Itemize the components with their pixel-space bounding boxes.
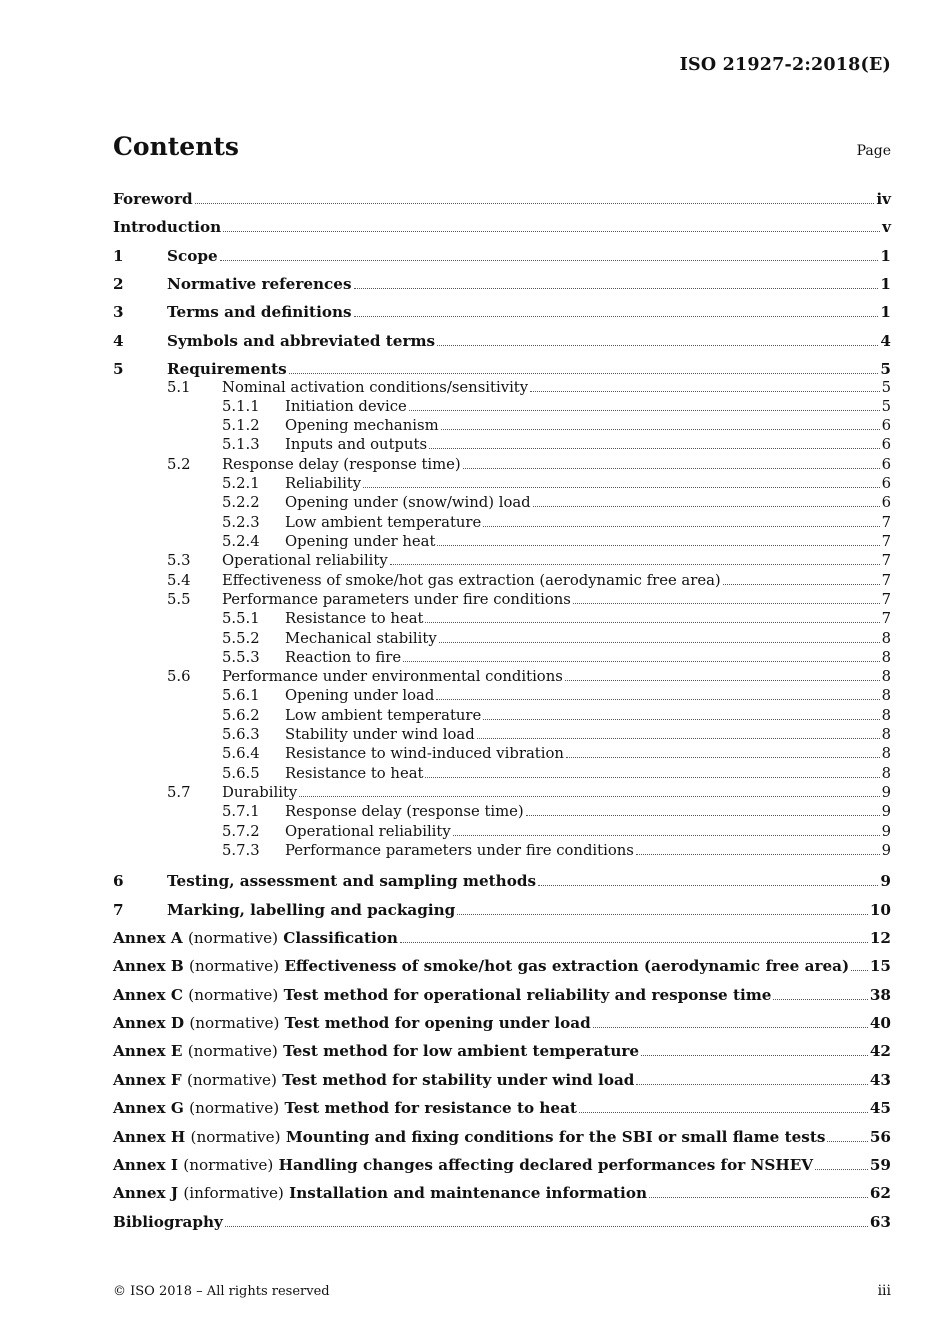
toc-entry-title: Normative references bbox=[167, 275, 352, 293]
toc-entry-title: Resistance to heat bbox=[285, 610, 424, 627]
toc-entry-number: 5.1.1 bbox=[222, 398, 260, 415]
toc-entry-page: 56 bbox=[869, 1128, 891, 1146]
toc-entry[interactable] bbox=[113, 243, 891, 265]
toc-entry[interactable] bbox=[113, 763, 891, 782]
annex-title: Handling changes affecting declared performances for NSHEV bbox=[278, 1156, 814, 1174]
toc-entry-page: 9 bbox=[880, 872, 891, 890]
toc-entry-title bbox=[113, 1042, 639, 1060]
annex-kind: (informative) bbox=[183, 1184, 284, 1202]
toc-entry-number: 5.6 bbox=[167, 668, 191, 685]
toc-entry-page: 8 bbox=[881, 668, 891, 685]
toc-entry[interactable] bbox=[113, 1152, 891, 1174]
toc-entry[interactable] bbox=[113, 1010, 891, 1032]
annex-kind: (normative) bbox=[189, 1099, 280, 1117]
toc-entry-page: 7 bbox=[881, 552, 891, 569]
dot-leader bbox=[636, 1084, 867, 1085]
toc-entry-title: Opening under heat bbox=[285, 533, 436, 550]
toc-entry-page: 1 bbox=[880, 275, 891, 293]
toc-entry-number: 5.6.4 bbox=[222, 745, 260, 762]
dot-leader bbox=[565, 680, 880, 681]
toc-entry-title: Performance parameters under fire conditions bbox=[285, 842, 634, 859]
toc-entry-page: 1 bbox=[880, 303, 891, 321]
toc-entry-number: 5.2.3 bbox=[222, 514, 260, 531]
toc-entry-title: Operational reliability bbox=[285, 823, 451, 840]
toc-entry-number: 5.7.3 bbox=[222, 842, 260, 859]
annex-label: Annex G bbox=[113, 1099, 184, 1117]
toc-entry-title bbox=[113, 1014, 591, 1032]
annex-title: Test method for resistance to heat bbox=[284, 1099, 577, 1117]
annex-title: Test method for opening under load bbox=[284, 1014, 591, 1032]
toc-entry-title: Response delay (response time) bbox=[222, 456, 461, 473]
toc-entry-number: 5.5.1 bbox=[222, 610, 260, 627]
toc-entry[interactable] bbox=[113, 705, 891, 724]
toc-entry[interactable] bbox=[113, 1124, 891, 1146]
annex-label: Annex F bbox=[113, 1071, 182, 1089]
toc-entry-page: 8 bbox=[881, 707, 891, 724]
toc-entry-number: 5.7.1 bbox=[222, 803, 260, 820]
toc-entry-number: 6 bbox=[113, 872, 124, 890]
toc-entry-number: 5.5 bbox=[167, 591, 191, 608]
toc-entry[interactable] bbox=[113, 589, 891, 608]
dot-leader bbox=[641, 1055, 868, 1056]
annex-kind: (normative) bbox=[189, 957, 280, 975]
toc-entry-title bbox=[113, 957, 849, 975]
toc-entry-page: 5 bbox=[880, 360, 891, 378]
toc-entry-page: 15 bbox=[869, 957, 891, 975]
dot-leader bbox=[223, 231, 880, 232]
toc-entry-title: Symbols and abbreviated terms bbox=[167, 332, 436, 350]
toc-entry-title: Low ambient temperature bbox=[285, 707, 482, 724]
annex-label: Annex I bbox=[113, 1156, 178, 1174]
toc-entry-number: 5.2 bbox=[167, 456, 191, 473]
dot-leader bbox=[533, 506, 880, 507]
toc-entry-title: Initiation device bbox=[285, 398, 407, 415]
toc-entry[interactable] bbox=[113, 377, 891, 396]
annex-label: Annex C bbox=[113, 986, 183, 1004]
toc-entry-page: 9 bbox=[881, 803, 891, 820]
dot-leader bbox=[573, 603, 880, 604]
toc-entry-title bbox=[113, 1184, 647, 1202]
toc-entry-number: 1 bbox=[113, 247, 124, 265]
toc-entry-page: 8 bbox=[881, 630, 891, 647]
dot-leader bbox=[289, 373, 879, 374]
dot-leader bbox=[400, 942, 868, 943]
toc-entry[interactable] bbox=[113, 953, 891, 975]
annex-kind: (normative) bbox=[189, 1014, 280, 1032]
toc-entry[interactable] bbox=[113, 868, 891, 890]
toc-entry-number: 5.6.2 bbox=[222, 707, 260, 724]
toc-entry[interactable] bbox=[113, 415, 891, 434]
toc-entry-number: 3 bbox=[113, 303, 124, 321]
toc-entry-page: 9 bbox=[881, 842, 891, 859]
toc-entry-page: 8 bbox=[881, 649, 891, 666]
annex-label: Annex D bbox=[113, 1014, 185, 1032]
annex-title: Classification bbox=[283, 929, 398, 947]
toc-entry-title bbox=[113, 1156, 813, 1174]
dot-leader bbox=[425, 622, 879, 623]
toc-entry-title: Inputs and outputs bbox=[285, 436, 428, 453]
toc-entry-number: 7 bbox=[113, 901, 124, 919]
toc-entry-title: Nominal activation conditions/sensitivity bbox=[222, 379, 529, 396]
dot-leader bbox=[457, 914, 868, 915]
toc-entry-page: v bbox=[882, 218, 891, 236]
toc-entry-page: 12 bbox=[869, 929, 891, 947]
dot-leader bbox=[390, 564, 880, 565]
dot-leader bbox=[723, 584, 880, 585]
footer-copyright: © ISO 2018 – All rights reserved bbox=[113, 1284, 330, 1299]
toc-entry[interactable] bbox=[113, 356, 891, 378]
annex-kind: (normative) bbox=[187, 929, 278, 947]
toc-entry[interactable] bbox=[113, 396, 891, 415]
page-title: Contents bbox=[113, 132, 240, 161]
footer-page-number: iii bbox=[877, 1283, 891, 1299]
toc-entry-number: 5.2.1 bbox=[222, 475, 260, 492]
dot-leader bbox=[441, 429, 880, 430]
toc-entry-page: 59 bbox=[869, 1156, 891, 1174]
toc-entry-number: 5.5.3 bbox=[222, 649, 260, 666]
annex-kind: (normative) bbox=[187, 1042, 278, 1060]
annex-label: Annex H bbox=[113, 1128, 186, 1146]
toc-entry[interactable] bbox=[113, 550, 891, 569]
toc-entry-page: 45 bbox=[869, 1099, 891, 1117]
toc-entry[interactable] bbox=[113, 1180, 891, 1202]
toc-entry-number: 2 bbox=[113, 275, 124, 293]
toc-entry[interactable] bbox=[113, 186, 891, 208]
toc-entry-title bbox=[113, 1128, 825, 1146]
toc-entry[interactable] bbox=[113, 801, 891, 820]
annex-label: Annex E bbox=[113, 1042, 183, 1060]
toc-entry-title bbox=[113, 929, 398, 947]
toc-entry[interactable] bbox=[113, 666, 891, 685]
toc-entry-number: 5.4 bbox=[167, 572, 191, 589]
toc-entry-number: 5.7.2 bbox=[222, 823, 260, 840]
toc-entry-title: Stability under wind load bbox=[285, 726, 475, 743]
toc-entry-title: Testing, assessment and sampling methods bbox=[167, 872, 537, 890]
toc-entry[interactable] bbox=[113, 434, 891, 453]
dot-leader bbox=[526, 815, 880, 816]
dot-leader bbox=[538, 885, 878, 886]
toc-entry-title: Scope bbox=[167, 247, 218, 265]
dot-leader bbox=[299, 796, 879, 797]
toc-entry-page: 5 bbox=[881, 398, 891, 415]
toc-entry-title: Bibliography bbox=[113, 1213, 223, 1231]
toc-entry-page: 62 bbox=[869, 1184, 891, 1202]
toc-entry[interactable] bbox=[113, 1067, 891, 1089]
toc-entry[interactable] bbox=[113, 925, 891, 947]
dot-leader bbox=[425, 777, 879, 778]
toc-entry-title: Resistance to wind-induced vibration bbox=[285, 745, 564, 762]
toc-entry-title bbox=[113, 986, 771, 1004]
toc-entry-page: 6 bbox=[881, 417, 891, 434]
toc-entry[interactable] bbox=[113, 897, 891, 919]
annex-title: Test method for stability under wind load bbox=[282, 1071, 635, 1089]
toc-entry-number: 5.5.2 bbox=[222, 630, 260, 647]
dot-leader bbox=[649, 1197, 868, 1198]
toc-entry[interactable] bbox=[113, 982, 891, 1004]
toc-entry[interactable] bbox=[113, 821, 891, 840]
dot-leader bbox=[453, 835, 880, 836]
dot-leader bbox=[477, 738, 880, 739]
dot-leader bbox=[851, 970, 868, 971]
toc-entry-title: Opening under load bbox=[285, 687, 435, 704]
toc-entry-title: Response delay (response time) bbox=[285, 803, 524, 820]
toc-entry-number: 5.2.2 bbox=[222, 494, 260, 511]
toc-entry-number: 5.1.3 bbox=[222, 436, 260, 453]
toc-entry-page: 6 bbox=[881, 475, 891, 492]
toc-entry-title: Low ambient temperature bbox=[285, 514, 482, 531]
dot-leader bbox=[436, 699, 879, 700]
toc-entry[interactable] bbox=[113, 628, 891, 647]
dot-leader bbox=[437, 545, 879, 546]
dot-leader bbox=[429, 448, 880, 449]
toc-entry-page: 7 bbox=[881, 514, 891, 531]
dot-leader bbox=[354, 288, 879, 289]
toc-entry[interactable] bbox=[113, 214, 891, 236]
dot-leader bbox=[463, 468, 880, 469]
toc-entry[interactable] bbox=[113, 271, 891, 293]
annex-title: Test method for low ambient temperature bbox=[283, 1042, 640, 1060]
annex-kind: (normative) bbox=[190, 1128, 281, 1146]
annex-title: Effectiveness of smoke/hot gas extraction (aerodynamic free area) bbox=[284, 957, 850, 975]
toc-entry[interactable] bbox=[113, 492, 891, 511]
toc-entry-title: Effectiveness of smoke/hot gas extraction (aerodynamic free area) bbox=[222, 572, 721, 589]
toc-entry[interactable] bbox=[113, 685, 891, 704]
toc-entry[interactable] bbox=[113, 724, 891, 743]
toc-entry-page: 40 bbox=[869, 1014, 891, 1032]
annex-kind: (normative) bbox=[188, 986, 279, 1004]
toc-entry-page: 5 bbox=[881, 379, 891, 396]
toc-entry[interactable] bbox=[113, 328, 891, 350]
toc-entry-title: Terms and definitions bbox=[167, 303, 352, 321]
toc-entry-page: 6 bbox=[881, 494, 891, 511]
toc-entry[interactable] bbox=[113, 647, 891, 666]
toc-entry-number: 4 bbox=[113, 332, 124, 350]
toc-entry-page: 10 bbox=[869, 901, 891, 919]
toc-entry-number: 5.6.3 bbox=[222, 726, 260, 743]
toc-entry-page: 7 bbox=[881, 610, 891, 627]
dot-leader bbox=[566, 757, 880, 758]
toc-entry-title: Marking, labelling and packaging bbox=[167, 901, 456, 919]
toc-entry[interactable] bbox=[113, 1038, 891, 1060]
dot-leader bbox=[354, 316, 879, 317]
toc-entry[interactable] bbox=[113, 570, 891, 589]
toc-entry-page: 9 bbox=[881, 784, 891, 801]
toc-entry[interactable] bbox=[113, 299, 891, 321]
toc-entry-page: 7 bbox=[881, 572, 891, 589]
toc-entry-page: 9 bbox=[881, 823, 891, 840]
toc-entry[interactable] bbox=[113, 1209, 891, 1231]
page-column-label: Page bbox=[856, 143, 891, 159]
dot-leader bbox=[579, 1112, 868, 1113]
toc-entry-page: 7 bbox=[881, 533, 891, 550]
dot-leader bbox=[636, 854, 880, 855]
toc-entry-number: 5.1.2 bbox=[222, 417, 260, 434]
toc-entry-page: iv bbox=[876, 190, 891, 208]
toc-entry-title bbox=[113, 1071, 634, 1089]
annex-kind: (normative) bbox=[183, 1156, 274, 1174]
toc-entry-title: Mechanical stability bbox=[285, 630, 437, 647]
annex-title: Test method for operational reliability and response time bbox=[283, 986, 772, 1004]
toc-entry-title: Requirements bbox=[167, 360, 287, 378]
dot-leader bbox=[439, 642, 880, 643]
toc-entry-number: 5.6.1 bbox=[222, 687, 260, 704]
toc-entry[interactable] bbox=[113, 473, 891, 492]
toc-entry-title: Resistance to heat bbox=[285, 765, 424, 782]
annex-label: Annex A bbox=[113, 929, 183, 947]
toc-entry[interactable] bbox=[113, 454, 891, 473]
toc-entry-number: 5.3 bbox=[167, 552, 191, 569]
toc-entry-page: 8 bbox=[881, 745, 891, 762]
toc-entry-page: 8 bbox=[881, 765, 891, 782]
dot-leader bbox=[815, 1169, 868, 1170]
dot-leader bbox=[409, 410, 880, 411]
toc-entry-title: Durability bbox=[222, 784, 298, 801]
toc-entry-page: 8 bbox=[881, 726, 891, 743]
toc-entry-title: Reliability bbox=[285, 475, 362, 492]
annex-title: Installation and maintenance information bbox=[289, 1184, 647, 1202]
toc-entry-title: Performance under environmental conditions bbox=[222, 668, 563, 685]
dot-leader bbox=[403, 661, 879, 662]
toc-entry-page: 6 bbox=[881, 436, 891, 453]
dot-leader bbox=[593, 1027, 868, 1028]
toc-entry[interactable] bbox=[113, 608, 891, 627]
toc-entry-title: Introduction bbox=[113, 218, 222, 236]
dot-leader bbox=[773, 999, 867, 1000]
dot-leader bbox=[363, 487, 879, 488]
toc-entry-number: 5.6.5 bbox=[222, 765, 260, 782]
toc-entry-page: 6 bbox=[881, 456, 891, 473]
toc-entry-page: 1 bbox=[880, 247, 891, 265]
dot-leader bbox=[483, 719, 879, 720]
toc-entry-page: 8 bbox=[881, 687, 891, 704]
toc-entry-title: Opening under (snow/wind) load bbox=[285, 494, 531, 511]
toc-entry-page: 4 bbox=[880, 332, 891, 350]
toc-entry-number: 5.7 bbox=[167, 784, 191, 801]
toc-entry-page: 7 bbox=[881, 591, 891, 608]
toc-entry-page: 43 bbox=[869, 1071, 891, 1089]
toc-entry-page: 38 bbox=[869, 986, 891, 1004]
toc-entry-page: 42 bbox=[869, 1042, 891, 1060]
toc-entry[interactable] bbox=[113, 1095, 891, 1117]
dot-leader bbox=[225, 1226, 868, 1227]
dot-leader bbox=[827, 1141, 867, 1142]
toc-entry-title: Foreword bbox=[113, 190, 193, 208]
dot-leader bbox=[437, 345, 878, 346]
dot-leader bbox=[195, 203, 875, 204]
toc-entry[interactable] bbox=[113, 782, 891, 801]
dot-leader bbox=[530, 391, 879, 392]
toc-entry-title bbox=[113, 1099, 577, 1117]
toc-entry[interactable] bbox=[113, 531, 891, 550]
toc-entry-number: 5 bbox=[113, 360, 124, 378]
dot-leader bbox=[483, 526, 879, 527]
toc-entry-title: Reaction to fire bbox=[285, 649, 402, 666]
toc-entry-number: 5.2.4 bbox=[222, 533, 260, 550]
annex-kind: (normative) bbox=[186, 1071, 277, 1089]
annex-title: Mounting and fixing conditions for the SBI or small flame tests bbox=[285, 1128, 826, 1146]
document-id: ISO 21927-2:2018(E) bbox=[679, 55, 891, 75]
toc-entry-title: Performance parameters under fire conditions bbox=[222, 591, 571, 608]
dot-leader bbox=[220, 260, 879, 261]
toc-entry-page: 63 bbox=[869, 1213, 891, 1231]
toc-entry-title: Operational reliability bbox=[222, 552, 388, 569]
toc-entry-title: Opening mechanism bbox=[285, 417, 439, 434]
toc-entry[interactable] bbox=[113, 743, 891, 762]
toc-entry-number: 5.1 bbox=[167, 379, 191, 396]
toc-entry[interactable] bbox=[113, 840, 891, 859]
toc-entry[interactable] bbox=[113, 512, 891, 531]
annex-label: Annex B bbox=[113, 957, 184, 975]
annex-label: Annex J bbox=[113, 1184, 179, 1202]
